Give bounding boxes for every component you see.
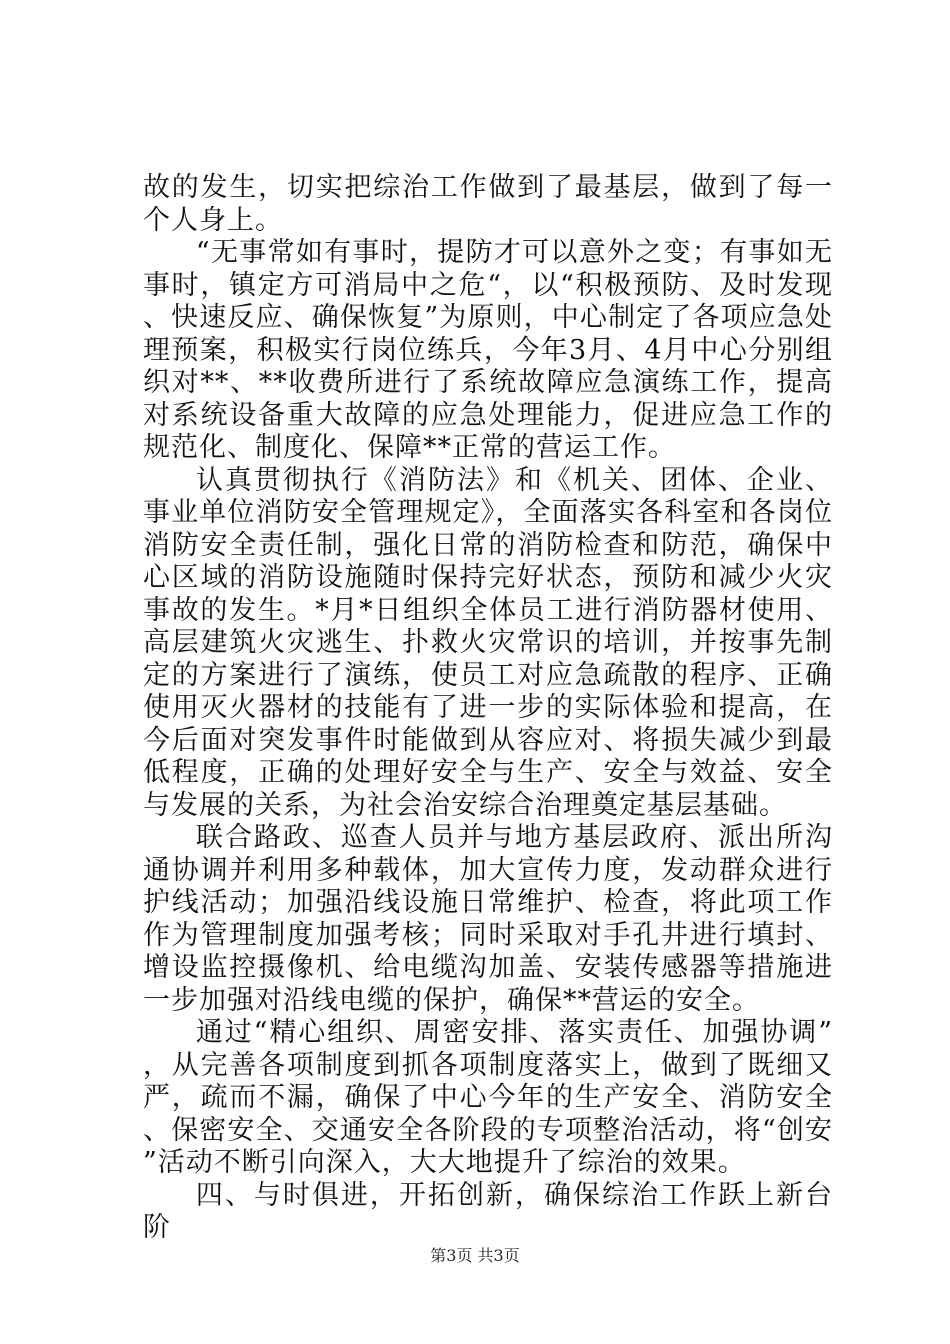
- paragraph-continuation: 故的发生，切实把综治工作做到了最基层，做到了每一个人身上。: [143, 172, 833, 236]
- paragraph-emergency-drill: “无事常如有事时，提防才可以意外之变；有事如无事时，镇定方可消局中之危“，以“积极预防、及时发现、快速反应、确保恢复”为原则，中心制定了各项应急处理预案，积极实行岗位练兵，今年3月、4月中心分别组织对**、**收费所进行了系统故障应急演练工作，提高对系统设备重大故障的应急处理能力，促进应急工作的规范化、制度化、保障**正常的营运工作。: [143, 237, 833, 463]
- paragraph-summary: 通过“精心组织、周密安排、落实责任、加强协调”，从完善各项制度到抓各项制度落实上，做到了既细又严，疏而不漏，确保了中心今年的生产安全、消防安全、保密安全、交通安全各阶段的专项整治活动，将“创安”活动不断引向深入，大大地提升了综治的效果。: [143, 1017, 833, 1178]
- paragraph-fire-safety: 认真贯彻执行《消防法》和《机关、团体、企业、事业单位消防安全管理规定》，全面落实各科室和各岗位消防安全责任制，强化日常的消防检查和防范，确保中心区域的消防设施随时保持完好状态，预防和减少火灾事故的发生。*月*日组织全体员工进行消防器材使用、高层建筑火灾逃生、扑救火灾常识的培训，并按事先制定的方案进行了演练，使员工对应急疏散的程序、正确使用灭火器材的技能有了进一步的实际体验和提高，在今后面对突发事件时能做到从容应对、将损失减少到最低程度，正确的处理好安全与生产、安全与效益、安全与发展的关系，为社会治安综合治理奠定基层基础。: [143, 464, 833, 821]
- section-heading: 四、与时俱进，开拓创新，确保综治工作跃上新台阶: [143, 1179, 833, 1243]
- document-body: [143, 172, 833, 1245]
- paragraph-line-protection: 联合路政、巡查人员并与地方基层政府、派出所沟通协调并利用多种载体，加大宣传力度，发动群众进行护线活动；加强沿线设施日常维护、检查，将此项工作作为管理制度加强考核；同时采取对手孔井进行填封、增设监控摄像机、给电缆沟加盖、安装传感器等措施进一步加强对沿线电缆的保护，确保**营运的安全。: [143, 822, 833, 1016]
- page-footer: 第3页 共3页: [430, 1246, 520, 1265]
